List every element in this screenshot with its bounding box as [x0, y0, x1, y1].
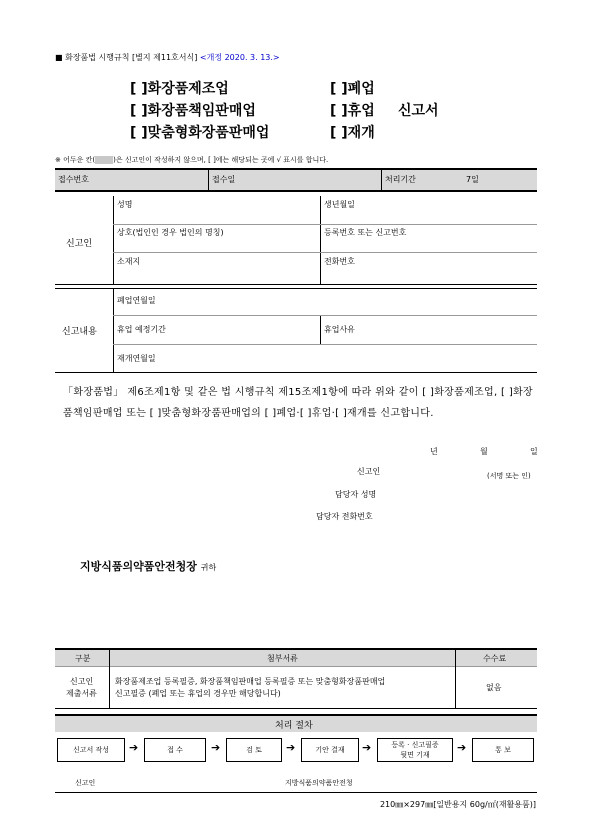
content-bottom-rule — [55, 372, 537, 373]
arrow-right-icon: ➔ — [362, 741, 372, 754]
processing-period-label: 처리기간 — [385, 175, 416, 184]
registration-number-field-label: 등록번호 또는 신고번호 — [324, 228, 407, 237]
applicant-bottom-rule — [55, 284, 537, 285]
divider — [381, 170, 382, 190]
paper-spec: 210㎜×297㎜[일반용지 60g/㎡(재활용품)] — [379, 800, 536, 809]
row-divider — [113, 252, 537, 253]
name-field-label: 성명 — [117, 200, 133, 209]
declaration-paragraph: 「화장품법」 제6조제1항 및 같은 법 시행규칙 제15조제1항에 따라 위와 같이 [ ]화장품제조업, [ ]화장품책임판매업 또는 [ ]맞춤형화장품판매업의 [ ]폐업·[ ]휴업·[ ]재개를 신고합니다. — [63, 387, 533, 419]
title-option-responsible-sales: [ ]화장품책임판매업 — [130, 103, 256, 119]
content-top-rule — [55, 288, 537, 289]
form-header-text: ■ 화장품법 시행규칙 [별지 제11호서식] — [55, 53, 198, 62]
process-step-registration — [377, 738, 453, 762]
title-option-closure: [ ]폐업 — [330, 81, 375, 97]
title-actions — [330, 78, 375, 144]
divider — [113, 196, 114, 284]
form-header — [55, 52, 280, 63]
shaded-cell-sample — [95, 156, 113, 164]
suspension-reason-field-label: 휴업사유 — [324, 325, 355, 334]
applicant-section-label: 신고인 — [66, 239, 93, 249]
process-actor-office: 지방식품의약품안전청 — [285, 779, 353, 787]
date-day-label: 일 — [530, 447, 538, 456]
title-option-resume: [ ]재개 — [330, 125, 375, 141]
divider — [455, 650, 456, 708]
process-title: 처리 절차 — [275, 721, 313, 731]
closure-date-field-label: 폐업연월일 — [117, 296, 156, 305]
addressee-name: 지방식품의약품안전청장 — [80, 560, 197, 573]
process-step-review: 검 토 — [226, 738, 282, 762]
row-category-line1: 신고인 — [70, 677, 94, 686]
row-fee-value: 없음 — [486, 683, 502, 692]
birth-date-field-label: 생년월일 — [324, 200, 355, 209]
process-step-notify: 통 보 — [472, 738, 534, 762]
addressee — [80, 558, 216, 574]
date-year-label: 년 — [430, 447, 438, 456]
attachments-bottom-rule — [55, 708, 537, 709]
title-option-custom-sales: [ ]맞춤형화장품판매업 — [130, 125, 270, 141]
date-month-label: 월 — [480, 447, 488, 456]
row-documents-line2: 신고필증 (폐업 또는 휴업의 경우만 해당합니다) — [115, 689, 281, 698]
divider — [320, 196, 321, 284]
business-name-field-label: 상호(법인인 경우 법인의 명칭) — [117, 228, 224, 237]
title-option-manufacturing: [ ]화장품제조업 — [130, 81, 229, 97]
arrow-right-icon: ➔ — [129, 741, 139, 754]
receipt-date-label: 접수일 — [212, 175, 236, 184]
divider — [113, 289, 114, 372]
address-field-label: 소재지 — [117, 257, 141, 266]
divider — [320, 316, 321, 344]
row-divider — [113, 344, 537, 345]
instruction-note: ※ 어두운 칸( )은 신고인이 작성하지 않으며, [ ]에는 해당되는 곳에 √ 표시를 합니다. — [55, 156, 329, 164]
officer-name-label: 담당자 성명 — [335, 490, 377, 499]
process-bottom-rule — [55, 792, 537, 793]
row-category-line2: 제출서류 — [66, 689, 97, 698]
title-option-suspension: [ ]휴업 — [330, 103, 375, 119]
col-category-header: 구분 — [75, 654, 91, 663]
arrow-right-icon: ➔ — [457, 741, 467, 754]
row-divider — [113, 315, 537, 316]
process-step-registration-line1: 등록 · 신고필증 — [391, 741, 439, 749]
officer-phone-label: 담당자 전화번호 — [316, 512, 373, 521]
row-divider — [55, 666, 537, 667]
process-step-write: 신고서 작성 — [57, 738, 125, 762]
process-actor-applicant: 신고인 — [75, 779, 96, 787]
row-divider — [113, 224, 537, 225]
process-step-registration-line2: 뒷면 기재 — [400, 751, 430, 759]
col-documents-header: 첨부서류 — [267, 654, 298, 663]
divider — [208, 170, 209, 190]
divider — [109, 650, 110, 708]
process-step-approval: 기안 결재 — [301, 738, 359, 762]
resume-date-field-label: 재개연월일 — [117, 354, 156, 363]
row-documents-line1: 화장품제조업 등록필증, 화장품책임판매업 등록필증 또는 맞춤형화장품판매업 — [115, 677, 386, 686]
receipt-row — [55, 170, 537, 190]
processing-period-value: 7일 — [466, 175, 479, 184]
title-business-types — [130, 78, 269, 144]
revision-date: <개정 2020. 3. 13.> — [199, 53, 280, 62]
col-fee-header: 수수료 — [483, 654, 507, 663]
receipt-bottom-rule — [55, 190, 537, 192]
signature-hint: (서명 또는 인) — [487, 472, 531, 480]
suspension-period-field-label: 휴업 예정기간 — [117, 325, 166, 334]
addressee-suffix: 귀하 — [200, 563, 217, 572]
receipt-number-label: 접수번호 — [58, 175, 89, 184]
applicant-signature-label: 신고인 — [357, 467, 381, 476]
phone-field-label: 전화번호 — [324, 257, 355, 266]
process-step-receive: 접 수 — [144, 738, 206, 762]
content-section-label: 신고내용 — [62, 327, 97, 337]
title-report: 신고서 — [398, 103, 439, 119]
arrow-right-icon: ➔ — [211, 741, 221, 754]
arrow-right-icon: ➔ — [286, 741, 296, 754]
